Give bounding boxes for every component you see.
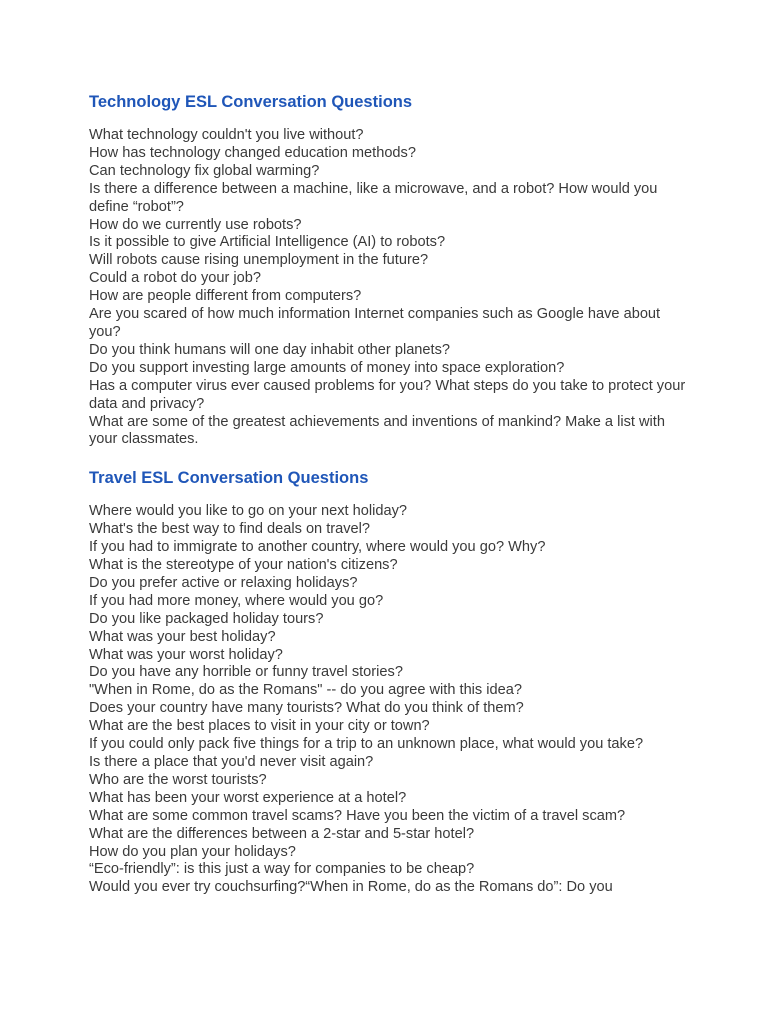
document-page xyxy=(89,91,689,897)
question-item: How do we currently use robots? xyxy=(89,216,302,233)
section-title-technology: Technology ESL Conversation Questions xyxy=(89,93,413,111)
question-item: Is it possible to give Artificial Intelligence (AI) to robots? xyxy=(89,234,446,251)
question-list-travel xyxy=(89,503,689,897)
question-item: If you had to immigrate to another country, where would you go? Why? xyxy=(89,539,546,556)
question-item: Has a computer virus ever caused problems for you? What steps do you take to protect your data and privacy? xyxy=(89,377,686,412)
question-item: Do you prefer active or relaxing holidays? xyxy=(89,574,358,591)
question-item: Will robots cause rising unemployment in the future? xyxy=(89,252,429,269)
question-item: Does your country have many tourists? What do you think of them? xyxy=(89,700,524,717)
question-item: How are people different from computers? xyxy=(89,288,362,305)
question-item: Do you support investing large amounts of money into space exploration? xyxy=(89,359,565,376)
question-item: Can technology fix global warming? xyxy=(89,162,320,179)
question-item: How has technology changed education methods? xyxy=(89,144,416,161)
question-item: What are some common travel scams? Have you been the victim of a travel scam? xyxy=(89,807,626,824)
question-item: Do you think humans will one day inhabit other planets? xyxy=(89,341,451,358)
question-item: How do you plan your holidays? xyxy=(89,843,296,860)
question-item: If you had more money, where would you go? xyxy=(89,592,384,609)
question-list-technology xyxy=(89,127,689,449)
question-item: Is there a difference between a machine, like a microwave, and a robot? How would you define “robot”? xyxy=(89,180,658,215)
question-item: What are some of the greatest achievements and inventions of mankind? Make a list with your classmates. xyxy=(89,413,665,448)
question-item: "When in Rome, do as the Romans" -- do you agree with this idea? xyxy=(89,682,522,699)
question-item: What is the stereotype of your nation's citizens? xyxy=(89,557,398,574)
question-item: What's the best way to find deals on travel? xyxy=(89,521,371,538)
question-item: Who are the worst tourists? xyxy=(89,771,267,788)
question-item: “Eco-friendly”: is this just a way for companies to be cheap? xyxy=(89,861,475,878)
question-item: What was your worst holiday? xyxy=(89,646,283,663)
question-item: What has been your worst experience at a hotel? xyxy=(89,789,407,806)
question-item: Would you ever try couchsurfing?“When in Rome, do as the Romans do”: Do you xyxy=(89,879,613,896)
question-item: Could a robot do your job? xyxy=(89,270,261,287)
question-item: Where would you like to go on your next holiday? xyxy=(89,503,408,520)
section-title-travel: Travel ESL Conversation Questions xyxy=(89,469,369,488)
question-item: Is there a place that you'd never visit again? xyxy=(89,754,374,770)
question-item: If you could only pack five things for a trip to an unknown place, what would you take? xyxy=(89,736,644,753)
question-item: Do you have any horrible or funny travel stories? xyxy=(89,664,403,681)
question-item: Do you like packaged holiday tours? xyxy=(89,610,324,627)
question-item: What was your best holiday? xyxy=(89,628,276,645)
question-item: Are you scared of how much information Internet companies such as Google have about you? xyxy=(89,306,661,340)
question-item: What are the differences between a 2-star and 5-star hotel? xyxy=(89,825,475,842)
question-item: What are the best places to visit in your city or town? xyxy=(89,718,430,735)
question-item: What technology couldn't you live without? xyxy=(89,127,364,143)
